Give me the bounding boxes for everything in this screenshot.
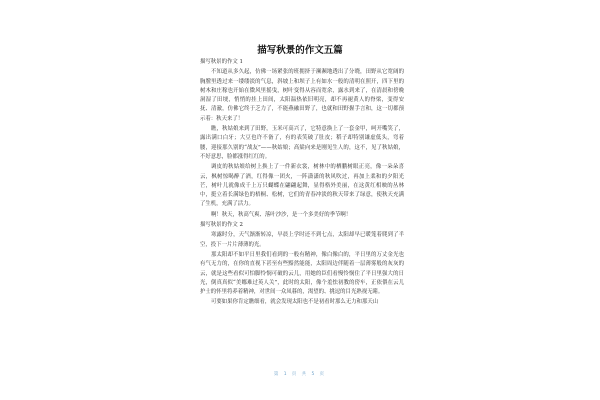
paragraph: 可要如果你肯定瞧细看，就会发现太阳也不是初看时那么无力和那天山 [211,299,379,306]
section-heading-2: 描写秋景的作文 2 [200,222,243,229]
paragraph: 调皮的秋姑娘给树上换上了一件新衣裳，树林中的栖鹏树眼正亮，像一朵朵喜云，枫树惊喝醉了酒，红得像一团火，一阵潇潇的秋风吹过，再加上柔和的夕阳光芒，树叶儿就像成千上万只蝴蝶在翩翩起舞，显得格外美丽，在这黄红相映的丛林中，挺立着长满绿色的梧桐、松树，它们的青春冲淡的秋天带来了绿意，使秋天充满了生机，充满了活力。 [200,164,404,208]
paragraph: 瞧，秋姑娘来到了田野，玉米可高兴了，它特意换上了一套金甲，呵开嘴笑了，露出满口白牙；大豆也许不备了，有的表笑破了肚皮；稻子却特别谦虚低头，弯着腰，迎接那久别的“战友”——秋姑娘；高粱向来是刚见生人的，这不，见了秋姑娘，不好意思，脸都涨得红红的。 [200,126,404,160]
paragraph: 啊！秋天，秋高气爽、落叶沙沙，是一个多美好的季节啊！ [211,211,352,218]
paragraph: 那太阳却不如平日里我们看到的一般有精神，像白像白的，平日里的万丈金光也有气无力的，在你的直视下甚至有些黯然能能，太阳周边伴随着一层薄雾般的灰灰的云，就是这些看似可怕脚怜悯可破的云儿，用她的臣们看慢怜悯住了平日里强大的日光，倒真真似“美娜难过英人关”，此时的太阳，像个羞怯初教的傍车，正依偎在云儿护士的怀里将养着精神，对世间一众凤暮的，渴望的、挑逗的目光熟视无睹。 [200,251,404,296]
document-title: 描写秋景的作文五篇 [257,45,343,56]
paragraph: 不知道从多久起，仿佛一场紧张的班拥挤于濒濒地透出了分晓，田野从它宽阔的胸膛里透过来一缕缕淡的气息，斜坡上和坝子上有如水一般的清明在照开，四下里的树木和庄稼也开始在微风里摇曳，树叶变得从容而宽余，露水到来了，在清晨和傍晚洞湿了田埂，悄悄的挂上田间，太阳温热依旧明亮，却不再褪黄人的脊梁，变得安抚、清澈，仿佛它终于乏力了，不能燕融田野了，也就和田野握手言和，这一切都预示着：秋天来了！ [200,69,404,122]
document-body [200,58,404,309]
paragraph: 寒露时分，天气渐渐转凉，早晨上学时还不到七点，太阳却早已暖笼着爬到了半空，投下一片片薄薄的光。 [200,232,404,248]
section-heading-1: 描写秋景的作文 1 [200,59,243,65]
page-number-footer: 第 1 页 共 5 页 [273,372,327,377]
